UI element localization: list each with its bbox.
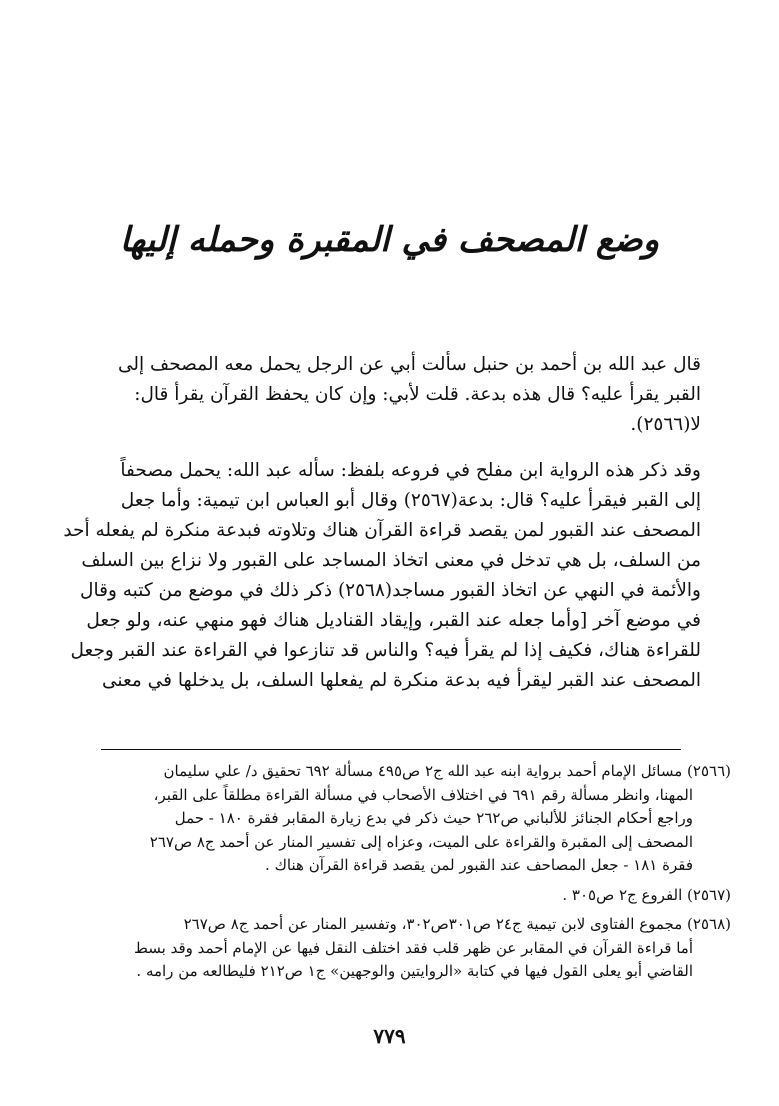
text-line: قال عبد الله بن أحمد بن حنبل سألت أبي عن الرجل يحمل معه المصحف إلى <box>117 354 701 375</box>
paragraph-1 <box>46 350 731 440</box>
page-title: وضع المصحف في المقبرة وحمله إليها <box>119 220 660 260</box>
footnote-line: (٢٥٦٨) مجموع الفتاوى لابن تيمية ج٢٤ ص٣٠١ص٣٠٢، وتفسير المنار عن أحمد ج٨ ص٢٦٧ <box>183 915 731 933</box>
footnote-2567 <box>41 884 731 908</box>
footnotes <box>41 760 731 990</box>
footnote-line: فقرة ١٨١ - جعل المصاحف عند القبور لمن يقصد قراءة القرآن هناك . <box>265 856 693 874</box>
footnote-line: (٢٥٦٦) مسائل الإمام أحمد برواية ابنه عبد الله ج٢ ص٤٩٥ مسألة ٦٩٢ تحقيق د/ علي سليمان <box>163 762 731 780</box>
text-line: القبر يقرأ عليه؟ قال هذه بدعة. قلت لأبي: وإن كان يحفظ القرآن يقرأ قال: <box>134 384 701 405</box>
footnote-line: المصحف إلى المقبرة والقراءة على الميت، وعزاه إلى تفسير المنار عن أحمد ج٨ ص٢٦٧ <box>149 832 693 851</box>
text-line: إلى القبر فيقرأ عليه؟ قال: بدعة(٢٥٦٧) وقال أبو العباس ابن تيمية: وأما جعل <box>120 490 701 511</box>
text-line: المصحف عند القبور لمن يقصد قراءة القرآن هناك وتلاوته فبدعة منكرة لم يفعله أحد <box>63 520 701 541</box>
main-text <box>46 350 731 696</box>
paragraph-2 <box>46 456 731 696</box>
text-line: للقراءة هناك، فكيف إذا لم يقرأ فيه؟ والناس قد تنازعوا في القراءة عند القبر وجعل <box>70 640 701 661</box>
footnote-line: وراجع أحكام الجنائز للألباني ص٢٦٢ حيث ذكر في بدع زيارة المقابر فقرة ١٨٠ - حمل <box>174 809 693 827</box>
text-line: المصحف عند القبر ليقرأ فيه بدعة منكرة لم يفعلها السلف، بل يدخلها في معنى <box>101 670 701 691</box>
footnote-2566 <box>41 760 731 878</box>
footnote-separator <box>101 749 681 750</box>
text-line: وقد ذكر هذه الرواية ابن مفلح في فروعه بلفظ: سأله عبد الله: يحمل مصحفاً <box>120 460 701 481</box>
page-number: ٧٧٩ <box>373 1024 406 1048</box>
text-line: في موضع آخر [وأما جعله عند القبر، وإيقاد القناديل هناك فهو منهي عنه، ولو جعل <box>86 610 701 631</box>
footnote-line: القاضي أبو يعلى القول فيها في كتابة «الروايتين والوجهين» ج١ ص٢١٢ فليطالعه من رامه . <box>136 962 693 980</box>
footnote-line: أما قراءة القرآن في المقابر عن ظهر قلب فقد اختلف النقل فيها عن الإمام أحمد وقد بسط <box>134 938 693 957</box>
footnote-2568 <box>41 913 731 984</box>
text-line: من السلف، بل هي تدخل في معنى اتخاذ المساجد على القبور ولا نزاع بين السلف <box>81 550 701 571</box>
footnote-line: (٢٥٦٧) الفروع ج٢ ص٣٠٥ . <box>562 885 731 904</box>
text-line: لا(٢٥٦٦). <box>630 414 701 435</box>
footnote-line: المهنا، وانظر مسألة رقم ٦٩١ في اختلاف الأصحاب في مسألة القراءة مطلقاً على القبر، <box>153 785 693 804</box>
text-line: والأئمة في النهي عن اتخاذ القبور مساجد(٢٥٦٨) ذكر ذلك في موضع من كتبه وقال <box>80 580 701 601</box>
